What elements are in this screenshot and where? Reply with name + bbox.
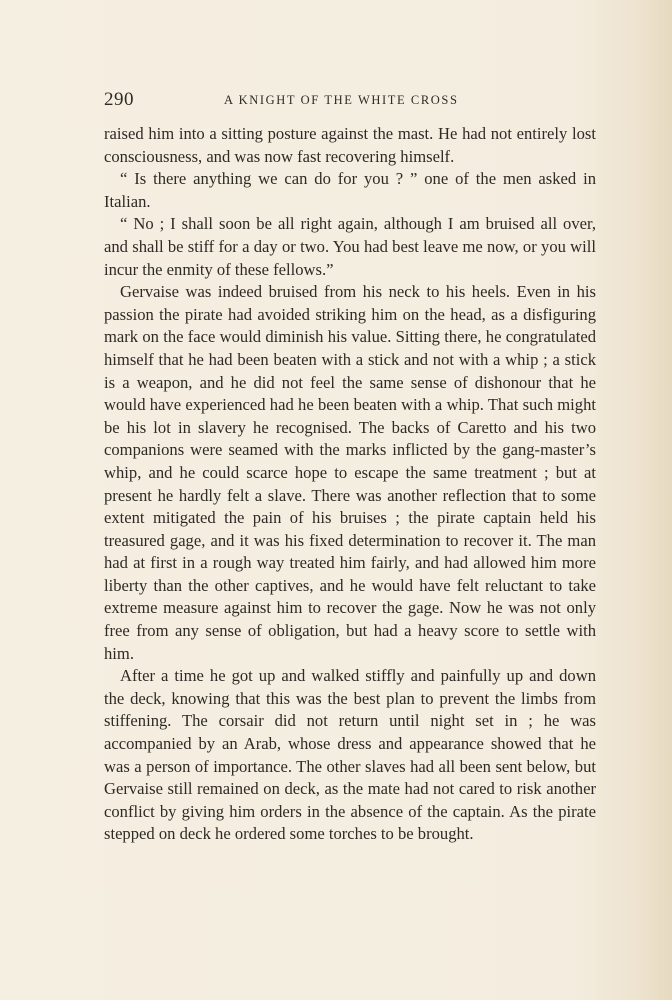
page-number: 290: [104, 89, 134, 110]
paragraph: Gervaise was indeed bruised from his neck to his heels. Even in his passion the pirate had avoided striking him on the head, as a disfiguring mark on the face would diminish his value. Sitting there, he congratulated himself that he had been beaten with a stick and not with a whip ; a stick is a weapon, and he did not feel the same sense of dishonour that he would have experienced had he been beaten with a whip. That such might be his lot in slavery he recognised. The backs of Caretto and his two companions were seamed with the marks inflicted by the gang-master’s whip, and he could scarce hope to escape the same treatment ; but at present he hardly felt a slave. There was another reflection that to some extent mitigated the pain of his bruises ; the pirate captain held his treasured gage, and it was his fixed determination to recover it. The man had at first in a rough way treated him fairly, and had allowed him more liberty than the other captives, and he would have felt reluctant to take extreme measure against him to recover the gage. Now he was not only free from any sense of obligation, but had a heavy score to settle with him.: [104, 282, 596, 663]
paragraph: raised him into a sitting posture against the mast. He had not entirely lost consciousness, and was now fast recovering himself.: [104, 124, 596, 166]
paragraph: “ Is there anything we can do for you ? ” one of the men asked in Italian.: [104, 169, 596, 211]
body-text: [104, 123, 596, 846]
paragraph: “ No ; I shall soon be all right again, although I am bruised all over, and shall be stiff for a day or two. You had best leave me now, or you will incur the enmity of these fellows.”: [104, 214, 596, 279]
page-header: [104, 89, 596, 109]
paragraph: After a time he got up and walked stiffly and painfully up and down the deck, knowing that this was the best plan to prevent the limbs from stiffening. The corsair did not return until night set in ; he was accompanied by an Arab, whose dress and appearance showed that he was a person of importance. The other slaves had all been sent below, but Gervaise still remained on deck, as the mate had not cared to risk another conflict by giving him orders in the absence of the captain. As the pirate stepped on deck he ordered some torches to be brought.: [104, 666, 596, 844]
running-title: A KNIGHT OF THE WHITE CROSS: [224, 93, 459, 107]
